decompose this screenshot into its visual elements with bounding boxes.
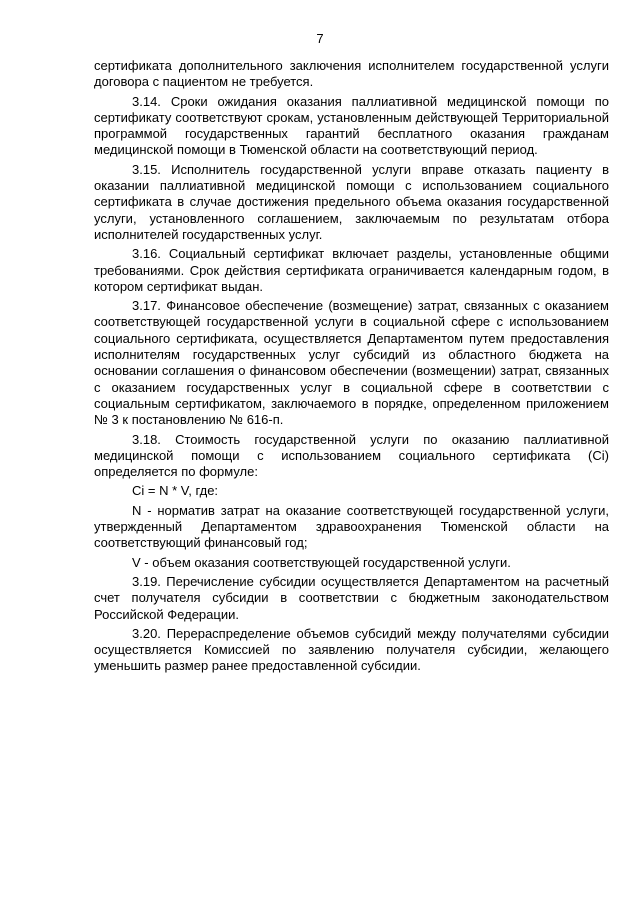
formula-line: Ci = N * V, где:	[132, 483, 219, 499]
paragraph-3-17: 3.17. Финансовое обеспечение (возмещение) затрат, связанных с оказанием соответствующей государственной услуги в социальной сфере с использованием социального сертификата, осуществляется Департаментом путем предоставления исполнителям государственных услуг субсидий из областного бюджета на основании соглашения о финансовом обеспечении (возмещении) затрат, связанных с оказанием государственных услуг в социальной сфере в соответствии с социальным сертификатом, заключаемого в порядке, определенном приложением № 3 к постановлению № 616-п.	[94, 298, 609, 428]
paragraph-3-20: 3.20. Перераспределение объемов субсидий между получателями субсидии осуществляется Комиссией по заявлению получателя субсидии, желающего уменьшить размер ранее предоставленной субсидии.	[94, 625, 609, 674]
paragraph-continuation: сертификата дополнительного заключения исполнителем государственной услуги договора с пациентом не требуется.	[94, 58, 609, 90]
formula-definition-n: N - норматив затрат на оказание соответствующей государственной услуги, утвержденный Департаментом здравоохранения Тюменской области на соответствующий финансовый год;	[94, 502, 609, 551]
paragraph-3-19: 3.19. Перечисление субсидии осуществляется Департаментом на расчетный счет получателя субсидии в соответствии с бюджетным законодательством Российской Федерации.	[94, 573, 609, 622]
page-number: 7	[316, 31, 324, 46]
paragraph-3-15: 3.15. Исполнитель государственной услуги вправе отказать пациенту в оказании паллиативной медицинской помощи с использованием социального сертификата в случае достижения предельного объема оказания государственной услуги, установленного соглашением, заключаемым по результатам отбора исполнителей государственных услуг.	[94, 161, 609, 242]
document-body	[94, 58, 609, 675]
paragraph-3-18: 3.18. Стоимость государственной услуги по оказанию паллиативной медицинской помощи с использованием социального сертификата (Ci) определяется по формуле:	[94, 431, 609, 480]
formula-definition-v: V - объем оказания соответствующей государственной услуги.	[132, 554, 511, 570]
paragraph-3-16: 3.16. Социальный сертификат включает разделы, установленные общими требованиями. Срок действия сертификата ограничивается календарным годом, в котором сертификат выдан.	[94, 246, 609, 294]
paragraph-3-14: 3.14. Сроки ожидания оказания паллиативной медицинской помощи по сертификату соответствуют срокам, установленным действующей Территориальной программой государственных гарантий бесплатного оказания гражданам медицинской помощи в Тюменской области на соответствующий период.	[94, 93, 609, 158]
